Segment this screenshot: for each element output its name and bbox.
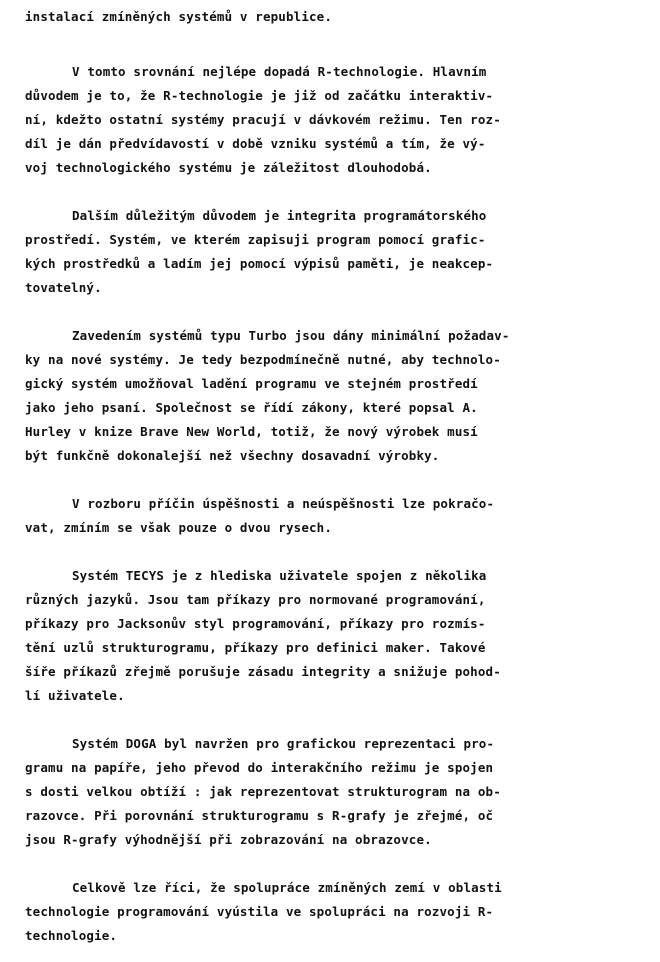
text-line: Systém TECYS je z hlediska uživatele spojen z několika — [72, 568, 487, 583]
text-line: díl je dán předvídavostí v době vzniku systémů a tím, že vý- — [25, 136, 486, 151]
text-line: razovce. Při porovnání strukturogramu s R-grafy je zřejmé, oč — [25, 808, 494, 823]
text-line: gramu na papíře, jeho převod do interakčního režimu je spojen — [25, 760, 494, 775]
text-line: různých jazyků. Jsou tam příkazy pro normované programování, — [25, 592, 486, 607]
text-line: s dosti velkou obtíží : jak reprezentovat strukturogram na ob- — [25, 784, 501, 799]
text-line: příkazy pro Jacksonův styl programování, příkazy pro rozmís- — [25, 616, 486, 631]
text-line: Systém DOGA byl navržen pro grafickou reprezentaci pro- — [72, 736, 495, 751]
text-line: voj technologického systému je záležitost dlouhodobá. — [25, 160, 432, 175]
text-line: gický systém umožňoval ladění programu ve stejném prostředí — [25, 376, 478, 391]
text-line: Celkově lze říci, že spolupráce zmíněných zemí v oblasti — [72, 880, 502, 895]
text-line: jako jeho psaní. Společnost se řídí zákony, které popsal A. — [25, 400, 478, 415]
text-line: vat, zmíním se však pouze o dvou rysech. — [25, 520, 333, 535]
text-line: Hurley v knize Brave New World, totiž, že nový výrobek musí — [25, 424, 478, 439]
text-line: ní, kdežto ostatní systémy pracují v dávkovém režimu. Ten roz- — [25, 112, 501, 127]
text-line: ky na nové systémy. Je tedy bezpodmínečně nutné, aby technolo- — [25, 352, 501, 367]
text-line: být funkčně dokonalejší než všechny dosavadní výrobky. — [25, 448, 440, 463]
text-line: jsou R-grafy výhodnější při zobrazování na obrazovce. — [25, 832, 432, 847]
text-line: instalací zmíněných systémů v republice. — [25, 9, 333, 24]
text-line: technologie. — [25, 928, 118, 943]
text-line: V tomto srovnání nejlépe dopadá R-technologie. Hlavním — [72, 64, 487, 79]
text-line: kých prostředků a ladím jej pomocí výpisů paměti, je neakcep- — [25, 256, 494, 271]
text-line: tění uzlů strukturogramu, příkazy pro definici maker. Takové — [25, 640, 486, 655]
text-line: lí uživatele. — [25, 688, 125, 703]
text-line: důvodem je to, že R-technologie je již od začátku interaktiv- — [25, 88, 494, 103]
text-line: Dalším důležitým důvodem je integrita programátorského — [72, 208, 487, 223]
text-line: V rozboru příčin úspěšnosti a neúspěšnosti lze pokračo- — [72, 496, 495, 511]
text-line: prostředí. Systém, ve kterém zapisuji program pomocí grafic- — [25, 232, 486, 247]
text-line: tovatelný. — [25, 280, 102, 295]
text-line: Zavedením systémů typu Turbo jsou dány minimální požadav- — [72, 328, 510, 343]
text-line: technologie programování vyústila ve spolupráci na rozvoji R- — [25, 904, 494, 919]
text-line: šíře příkazů zřejmě porušuje zásadu integrity a snižuje pohod- — [25, 664, 501, 679]
